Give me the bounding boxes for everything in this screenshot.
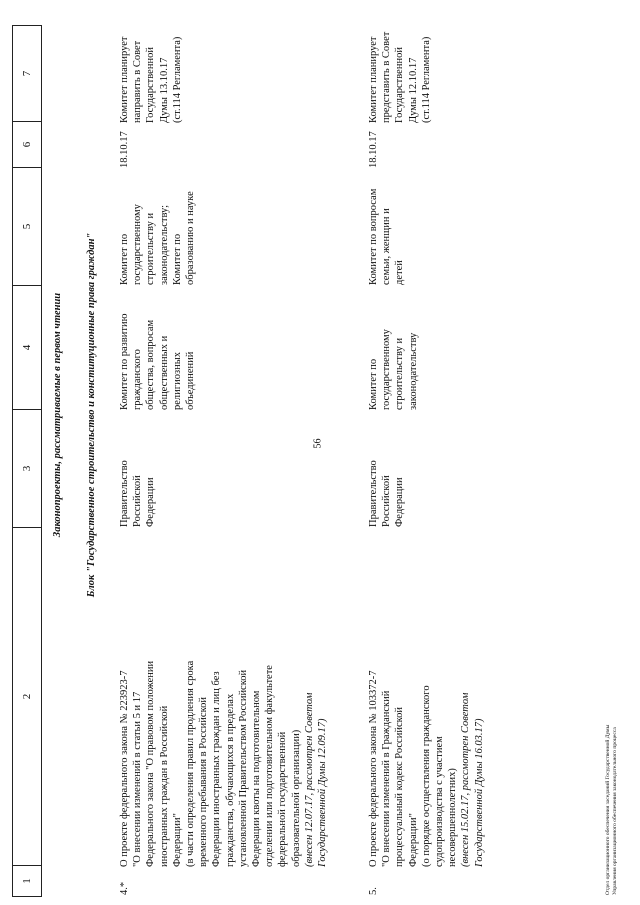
responsible-committee: Комитет по государственному строительству и законодательству — [368, 329, 419, 410]
co-committees: Комитет по государственному строительству и законодательству; Комитет по образованию и науке — [119, 191, 197, 285]
column-header-2: 2 — [13, 528, 41, 866]
row-number: 5. — [368, 887, 379, 895]
bill-note: (внесен 12.07.17, рассмотрен Советом — [303, 692, 315, 867]
section-title: Законопроекты, рассматриваемые в первом чтении — [52, 292, 63, 538]
column-header-6: 6 — [13, 122, 41, 168]
footer-note: Отдел организационного обеспечения заседаний Государственной Думы Управления организационного обеспечения законодательного процесса — [605, 724, 618, 895]
column-header-3: 3 — [13, 410, 41, 528]
co-committees: Комитет по вопросам семьи, женщин и детей — [368, 188, 406, 285]
row-number: 4.* — [119, 881, 130, 895]
table-row — [367, 0, 547, 905]
review-date: 18.10.17 — [119, 131, 130, 168]
table-row — [118, 0, 363, 905]
bill-title: О проекте федерального закона № 103372-7 "О внесении изменений в Гражданский процессуальный кодекс Российской Федерации" (о порядке осуществления гражданского судопроизводства с участием несовершеннолетних) (внесен 15.02.17, рассмотрен Советом Государственной Думы 16.03.17) — [367, 517, 486, 867]
page-number: 56 — [312, 438, 324, 449]
column-header-4: 4 — [13, 286, 41, 410]
submitter: Правительство Российской Федерации — [368, 460, 406, 527]
bill-title: О проекте федерального закона № 223923-7 "О внесении изменений в статьи 5 и 17 Федерального закона "О правовом положении иностранных граждан в Российской Федерации" (в части определения правил продления срока временного пребывания в Российской Федерации иностранных граждан и лиц без гражданства, обучающихся в пределах установленной Правительством Российской Федерации квоты на подготовительном отделении или подготовительном факультете федеральной государственной образовательной организации) (внесен 12.07.17, рассмотрен Советом Государственной Думы 12.09.17) — [118, 517, 329, 867]
column-header-1: 1 — [21, 878, 33, 884]
column-header-7: 7 — [13, 26, 41, 122]
plan-note: Комитет планирует направить в Совет Государственной Думы 13.10.17 (ст.114 Регламента) — [119, 36, 183, 123]
bill-note: (внесен 15.02.17, рассмотрен Советом — [460, 692, 472, 867]
submitter: Правительство Российской Федерации — [119, 460, 157, 527]
block-title: Блок "Государственное строительство и конституционные права граждан" — [86, 232, 97, 598]
responsible-committee: Комитет по развитию гражданского общества, вопросам общественных и религиозных объединений — [119, 313, 197, 410]
plan-note: Комитет планирует представить в Совет Государственной Думы 12.10.17 (ст.114 Регламента) — [368, 31, 432, 123]
column-header-5: 5 — [13, 168, 41, 286]
review-date: 18.10.17 — [368, 131, 379, 168]
column-header-row — [12, 25, 42, 897]
